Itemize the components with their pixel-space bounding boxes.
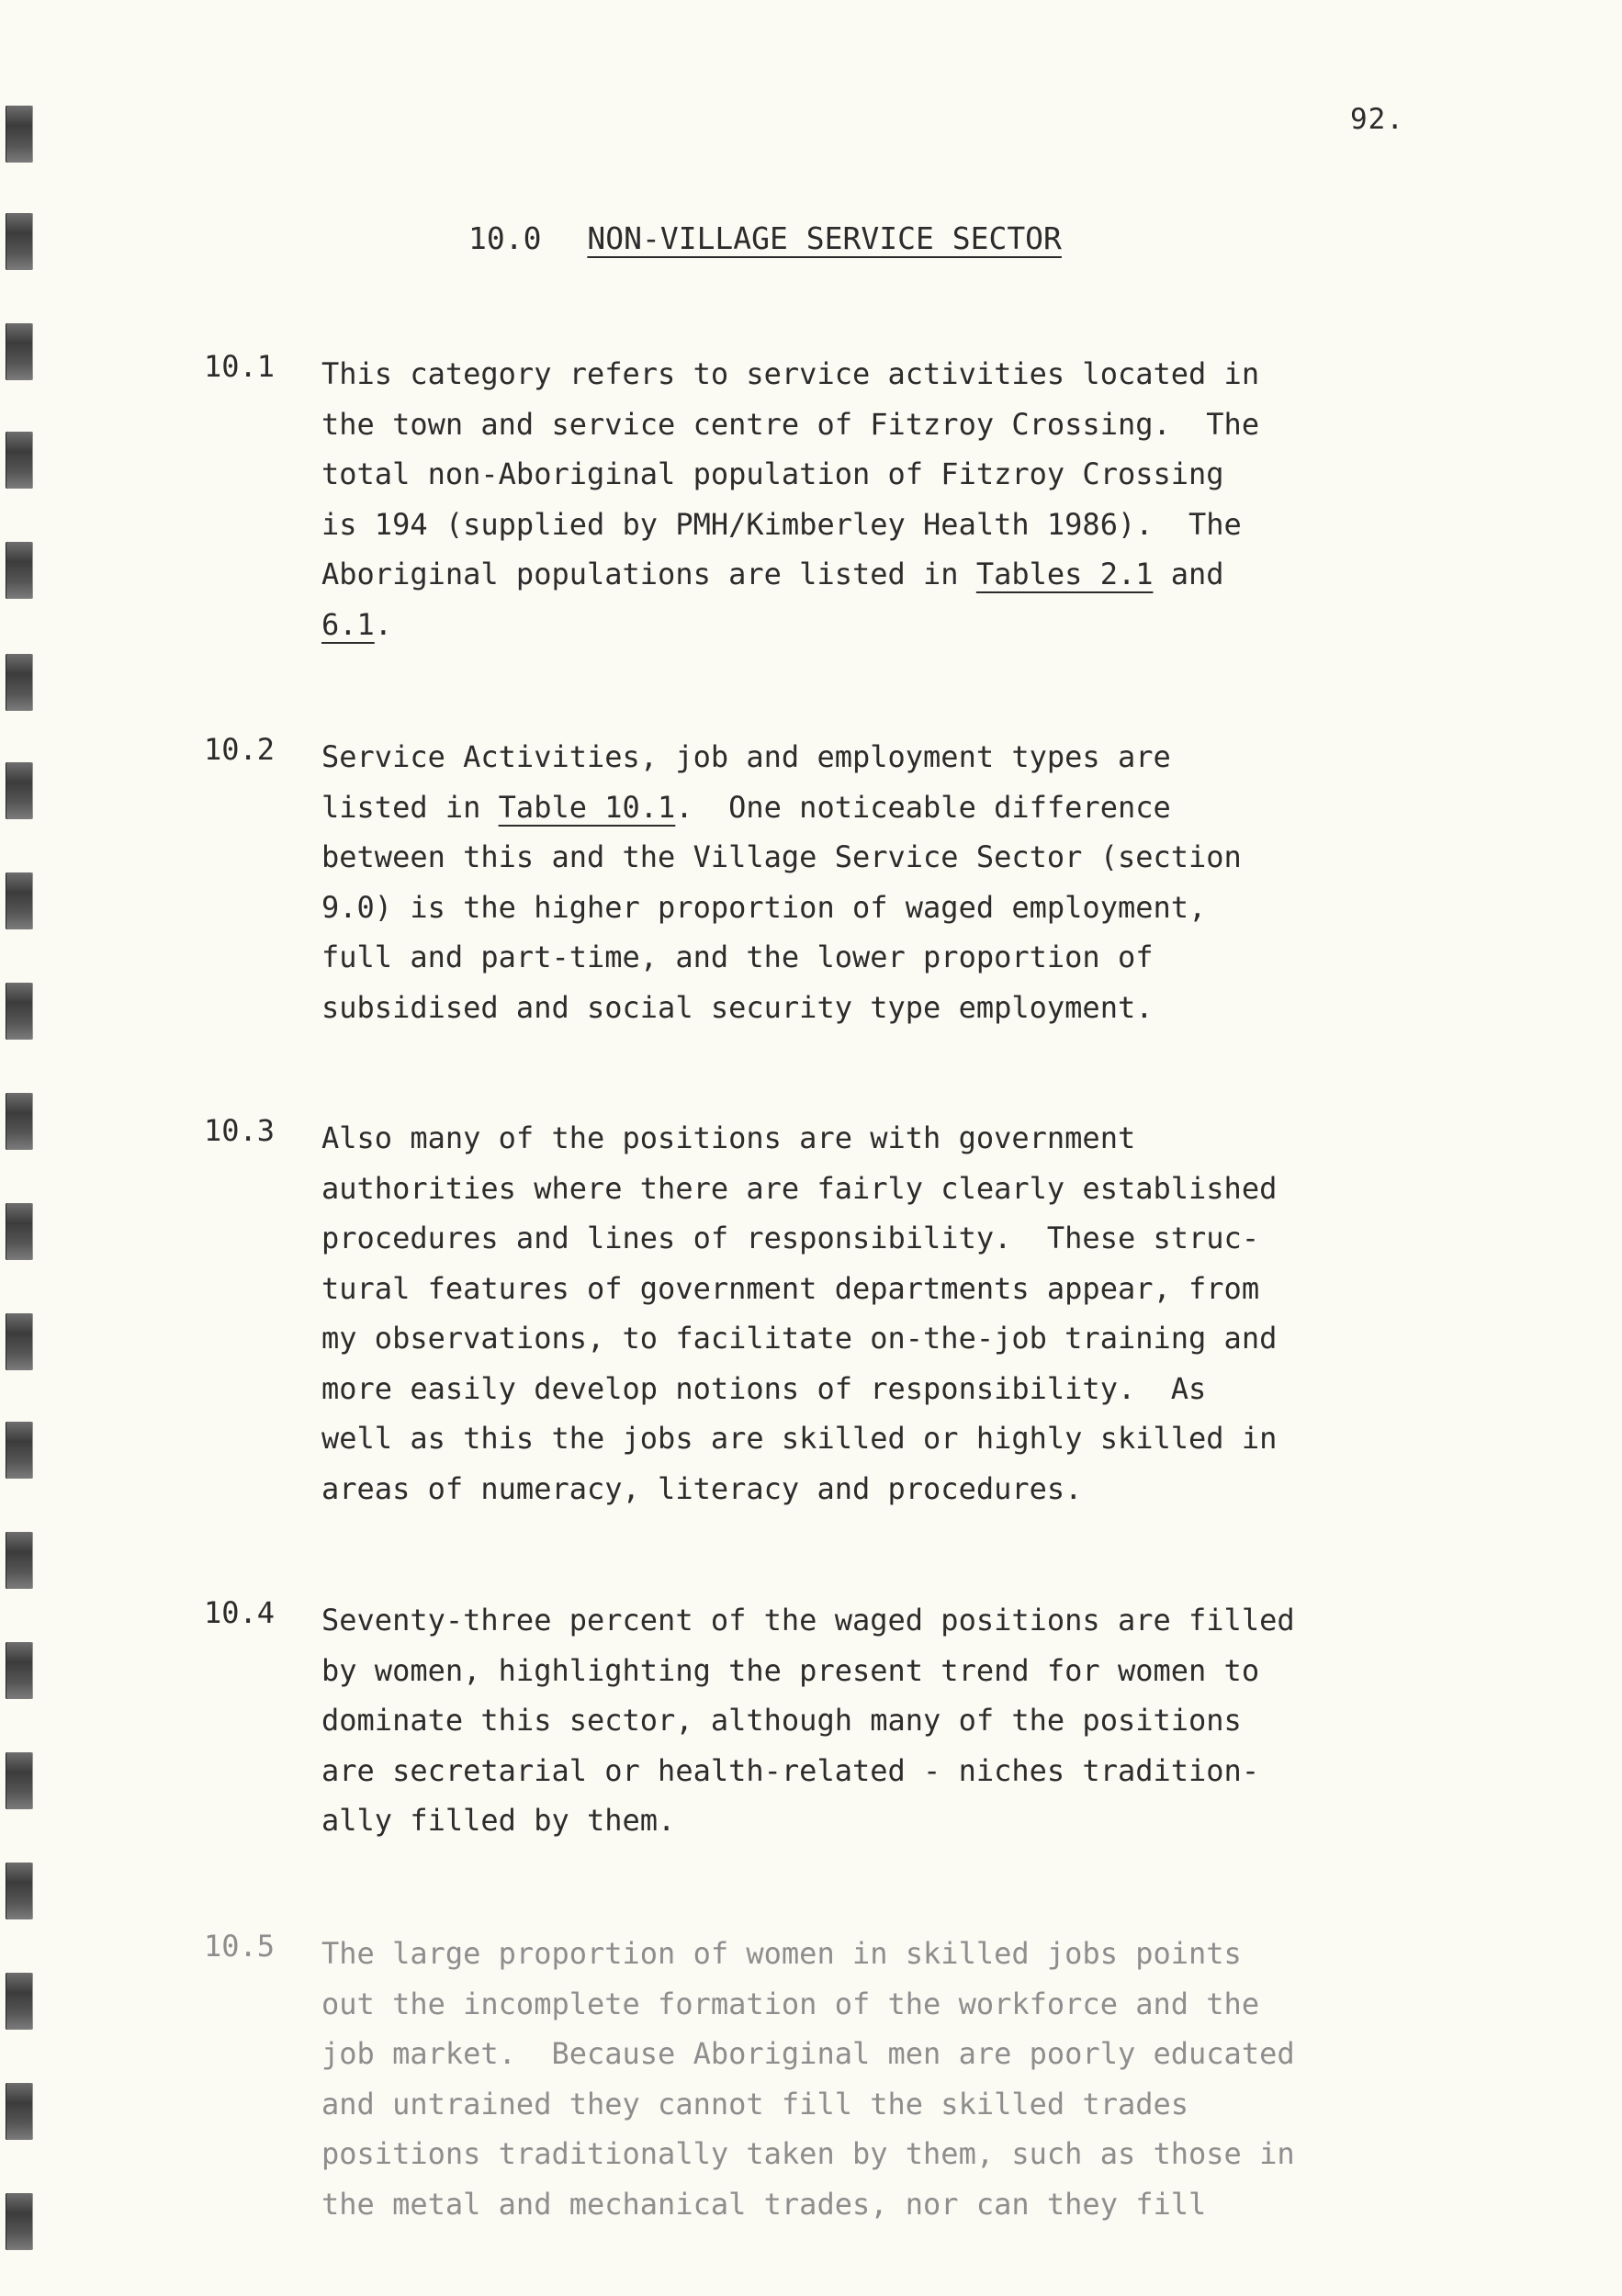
text-line: subsidised and social security type employment. <box>321 989 1154 1025</box>
text-segment: . <box>374 606 393 642</box>
binding-hole <box>6 654 33 711</box>
table-reference: 6.1 <box>321 606 375 642</box>
paragraph-text <box>321 1113 1277 1514</box>
binding-hole <box>6 1532 33 1589</box>
binding-hole <box>6 1313 33 1370</box>
binding-hole <box>6 1203 33 1260</box>
text-line: out the incomplete formation of the workforce and the <box>321 1986 1260 2021</box>
text-line: tural features of government departments appear, from <box>321 1270 1260 1306</box>
paragraph-number: 10.4 <box>204 1595 276 1630</box>
text-line: between this and the Village Service Sector (section <box>321 839 1242 874</box>
binding-hole <box>6 872 33 929</box>
binding-hole <box>6 983 33 1040</box>
text-line: The large proportion of women in skilled jobs points <box>321 1936 1242 1971</box>
text-line: job market. Because Aboriginal men are poorly educated <box>321 2036 1295 2071</box>
text-line: ally filled by them. <box>321 1803 676 1838</box>
text-line: by women, highlighting the present trend for women to <box>321 1652 1260 1688</box>
text-line <box>321 600 1259 650</box>
paragraph-text <box>321 1595 1295 1846</box>
text-segment: Aboriginal populations are listed in <box>321 557 976 591</box>
page-number: 92. <box>1350 103 1404 136</box>
text-line: procedures and lines of responsibility. These struc- <box>321 1221 1260 1255</box>
binding-hole <box>6 106 33 163</box>
text-line: well as this the jobs are skilled or highly skilled in <box>321 1421 1278 1456</box>
binding-hole <box>6 432 33 489</box>
text-line: Seventy-three percent of the waged positions are filled <box>321 1603 1295 1638</box>
text-line: is 194 (supplied by PMH/Kimberley Health 1986). The <box>321 506 1242 542</box>
paragraph-number: 10.5 <box>204 1929 276 1964</box>
binding-hole <box>6 1752 33 1809</box>
paragraph-text <box>321 732 1242 1032</box>
text-line: and untrained they cannot fill the skilled trades <box>321 2086 1189 2122</box>
binding-hole <box>6 1863 33 1919</box>
text-line: Service Activities, job and employment types are <box>321 739 1171 774</box>
paragraph-number: 10.3 <box>204 1113 276 1148</box>
text-segment: and <box>1153 557 1224 591</box>
binding-hole <box>6 2083 33 2140</box>
binding-hole <box>6 762 33 819</box>
text-line: dominate this sector, although many of the positions <box>321 1703 1242 1738</box>
text-line: the metal and mechanical trades, nor can they fill <box>321 2186 1207 2222</box>
text-line: positions traditionally taken by them, such as those in <box>321 2136 1295 2171</box>
text-line: Also many of the positions are with government <box>321 1120 1136 1155</box>
paragraph-number: 10.1 <box>204 349 276 384</box>
text-line: 9.0) is the higher proportion of waged employment, <box>321 889 1207 925</box>
binding-hole <box>6 1422 33 1479</box>
text-line <box>321 782 1242 833</box>
text-segment: . One noticeable difference <box>675 789 1171 825</box>
table-reference: Table 10.1 <box>498 789 676 825</box>
text-line: total non-Aboriginal population of Fitzroy Crossing <box>321 456 1224 491</box>
section-heading <box>468 220 1062 256</box>
text-line: the town and service centre of Fitzroy Crossing. The <box>321 406 1260 442</box>
table-reference: Tables 2.1 <box>975 557 1154 591</box>
text-line: are secretarial or health-related - niches tradition- <box>321 1752 1260 1788</box>
text-segment: listed in <box>321 789 499 825</box>
text-line: This category refers to service activities located in <box>321 356 1260 391</box>
binding-hole <box>6 542 33 599</box>
text-line: full and part-time, and the lower proportion of <box>321 940 1154 974</box>
text-line: more easily develop notions of responsibility. As <box>321 1370 1207 1406</box>
section-title: NON-VILLAGE SERVICE SECTOR <box>587 220 1062 256</box>
text-line <box>321 549 1259 600</box>
binding-hole <box>6 213 33 270</box>
binding-hole <box>6 323 33 380</box>
binding-hole <box>6 1093 33 1150</box>
binding-hole <box>6 2193 33 2250</box>
section-number: 10.0 <box>468 220 542 256</box>
binding-hole <box>6 1973 33 2030</box>
paragraph-text <box>321 1929 1295 2229</box>
text-line: areas of numeracy, literacy and procedures. <box>321 1470 1083 1506</box>
binding-hole <box>6 1642 33 1699</box>
binding-holes <box>0 0 64 2296</box>
text-line: authorities where there are fairly clearly established <box>321 1170 1278 1206</box>
paragraph-text <box>321 349 1259 649</box>
text-line: my observations, to facilitate on-the-job training and <box>321 1321 1278 1356</box>
paragraph-number: 10.2 <box>204 732 276 767</box>
